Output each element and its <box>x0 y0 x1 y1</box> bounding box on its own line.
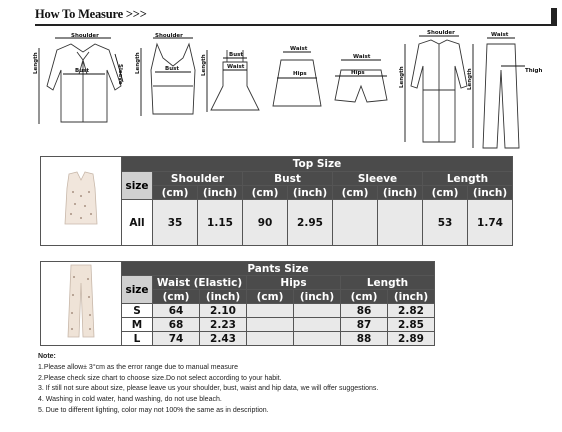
label-shoulder-1: Shoulder <box>71 33 99 39</box>
pants-size-table <box>40 261 435 346</box>
label-sleeve-1: Sleeve <box>117 64 123 85</box>
table-cell: 88 <box>341 332 388 346</box>
table-cell <box>247 332 294 346</box>
pants-unit-inch: (inch) <box>388 290 435 304</box>
note-item: 1.Please allow± 3°cm as the error range due to manual measure <box>38 363 239 371</box>
pants-row-size: S <box>122 304 153 318</box>
table-cell: 2.89 <box>388 332 435 346</box>
top-col-bust: Bust <box>243 172 333 186</box>
table-cell: 2.82 <box>388 304 435 318</box>
top-unit-cm: (cm) <box>243 186 288 200</box>
top-unit-inch: (inch) <box>468 186 513 200</box>
top-unit-inch: (inch) <box>288 186 333 200</box>
measurement-illustrations <box>35 30 557 152</box>
pants-col-waist: Waist (Elastic) <box>153 276 247 290</box>
table-cell <box>378 200 423 246</box>
note-item: 3. If still not sure about size, please leave us your shoulder, bust, waist and hip data, we will offer suggestions. <box>38 385 379 393</box>
top-unit-inch: (inch) <box>198 186 243 200</box>
pants-unit-cm: (cm) <box>341 290 388 304</box>
pants-unit-inch: (inch) <box>200 290 247 304</box>
pants-table-title: Pants Size <box>122 262 435 276</box>
table-cell <box>247 318 294 332</box>
pants-product-image <box>41 262 122 346</box>
top-unit-cm: (cm) <box>423 186 468 200</box>
top-col-length: Length <box>423 172 513 186</box>
table-cell: 2.43 <box>200 332 247 346</box>
table-cell: 68 <box>153 318 200 332</box>
label-length-1: Length <box>33 52 39 74</box>
blouse-illustration <box>39 38 123 124</box>
top-size-header: size <box>122 172 153 200</box>
label-length-3: Length <box>201 54 207 76</box>
top-row-size: All <box>122 200 153 246</box>
top-size-table <box>40 156 513 246</box>
table-cell: 86 <box>341 304 388 318</box>
top-product-image <box>41 157 122 246</box>
pants-unit-cm: (cm) <box>247 290 294 304</box>
table-cell: 35 <box>153 200 198 246</box>
table-cell: 1.74 <box>468 200 513 246</box>
label-length-2: Length <box>135 52 141 74</box>
notes-section <box>38 352 378 417</box>
vest-thumbnail <box>61 170 101 230</box>
pants-unit-cm: (cm) <box>153 290 200 304</box>
label-waist-3: Waist <box>227 64 245 70</box>
top-unit-cm: (cm) <box>153 186 198 200</box>
page-title: How To Measure >>> <box>35 7 147 21</box>
label-thigh-7: Thigh <box>525 68 543 74</box>
page-header <box>35 6 557 28</box>
coat-illustration <box>405 36 467 142</box>
table-cell: 2.10 <box>200 304 247 318</box>
pants-size-header: size <box>122 276 153 304</box>
trousers-illustration <box>473 38 525 148</box>
top-table-title: Top Size <box>122 157 513 172</box>
table-cell: 2.85 <box>388 318 435 332</box>
label-waist-7: Waist <box>491 32 509 38</box>
table-cell <box>247 304 294 318</box>
table-cell <box>294 304 341 318</box>
header-accent <box>551 8 557 24</box>
pants-col-length: Length <box>341 276 435 290</box>
cami-top-illustration <box>141 38 195 116</box>
table-cell: 2.23 <box>200 318 247 332</box>
note-item: 4. Washing in cold water, hand washing, do not use bleach. <box>38 396 222 404</box>
shorts-illustration <box>335 60 387 102</box>
top-unit-cm: (cm) <box>333 186 378 200</box>
dress-illustration <box>207 50 259 112</box>
label-bust-3: Bust <box>229 52 244 58</box>
pants-row-size: M <box>122 318 153 332</box>
label-waist-5: Waist <box>353 54 371 60</box>
skirt-illustration <box>273 52 321 106</box>
table-cell: 53 <box>423 200 468 246</box>
table-cell: 2.95 <box>288 200 333 246</box>
table-cell <box>294 332 341 346</box>
label-bust-1: Bust <box>75 68 90 74</box>
table-cell: 74 <box>153 332 200 346</box>
label-hips-5: Hips <box>351 70 365 76</box>
pants-col-hips: Hips <box>247 276 341 290</box>
label-hips-4: Hips <box>293 71 307 77</box>
label-waist-4: Waist <box>290 46 308 52</box>
table-cell <box>333 200 378 246</box>
pants-row-size: L <box>122 332 153 346</box>
note-item: 2.Please check size chart to choose size.Do not select according to your habit. <box>38 374 282 382</box>
table-cell <box>294 318 341 332</box>
label-shoulder-6: Shoulder <box>427 30 455 36</box>
label-bust-2: Bust <box>165 66 180 72</box>
note-item: 5. Due to different lighting, color may not 100% the same as in description. <box>38 406 269 414</box>
top-col-sleeve: Sleeve <box>333 172 423 186</box>
pants-thumbnail <box>61 263 101 341</box>
top-unit-inch: (inch) <box>378 186 423 200</box>
label-length-7: Length <box>467 68 473 90</box>
table-cell: 64 <box>153 304 200 318</box>
table-cell: 87 <box>341 318 388 332</box>
garment-diagrams <box>35 30 557 152</box>
top-col-shoulder: Shoulder <box>153 172 243 186</box>
header-divider <box>35 24 557 26</box>
notes-title: Note: <box>38 353 56 360</box>
label-shoulder-2: Shoulder <box>155 33 183 39</box>
pants-unit-inch: (inch) <box>294 290 341 304</box>
label-length-6: Length <box>399 66 405 88</box>
table-cell: 90 <box>243 200 288 246</box>
table-cell: 1.15 <box>198 200 243 246</box>
